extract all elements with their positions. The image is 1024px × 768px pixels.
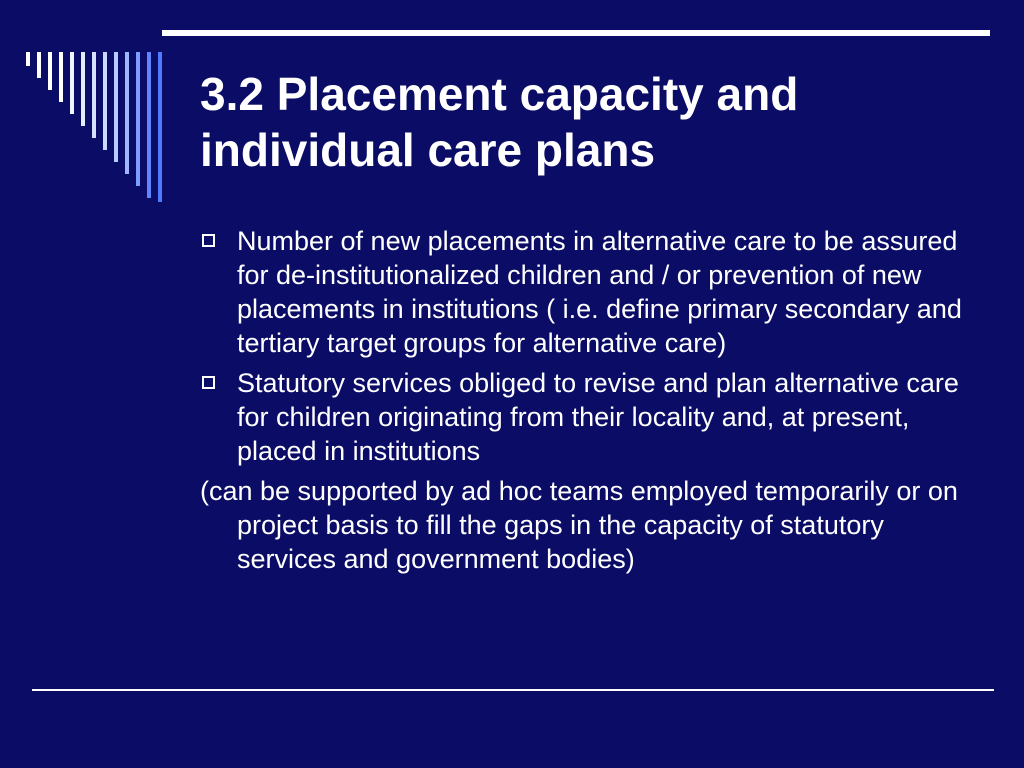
decor-stripe-2 <box>37 52 41 78</box>
bullet-text: Number of new placements in alternative care to be assured for de-institutionalized children and / or prevention of new placements in institutions ( i.e. define primary secondary and tertiary target groups for alternative care) <box>237 226 962 358</box>
square-bullet-icon <box>202 376 215 389</box>
decor-stripe-3 <box>48 52 52 90</box>
decor-stripe-9 <box>114 52 118 162</box>
decor-stripe-8 <box>103 52 107 150</box>
bullet-item <box>200 224 980 360</box>
bottom-rule <box>32 689 994 691</box>
note-paragraph: (can be supported by ad hoc teams employed temporarily or on project basis to fill the gaps in the capacity of statutory services and government bodies) <box>200 476 958 574</box>
decor-stripe-10 <box>125 52 129 174</box>
decor-stripe-13 <box>158 52 162 202</box>
slide-body <box>200 224 980 576</box>
bullet-text: Statutory services obliged to revise and plan alternative care for children originating from their locality and, at present, placed in institutions <box>237 368 959 466</box>
decor-stripe-5 <box>70 52 74 114</box>
top-rule <box>162 30 990 36</box>
decor-stripe-12 <box>147 52 151 198</box>
decor-stripe-4 <box>59 52 63 102</box>
bullet-item <box>200 366 980 468</box>
decor-stripe-6 <box>81 52 85 126</box>
slide-title: 3.2 Placement capacity and individual care plans <box>200 68 799 176</box>
decor-stripe-1 <box>26 52 30 66</box>
square-bullet-icon <box>202 234 215 247</box>
decor-stripe-7 <box>92 52 96 138</box>
decor-stripe-11 <box>136 52 140 186</box>
